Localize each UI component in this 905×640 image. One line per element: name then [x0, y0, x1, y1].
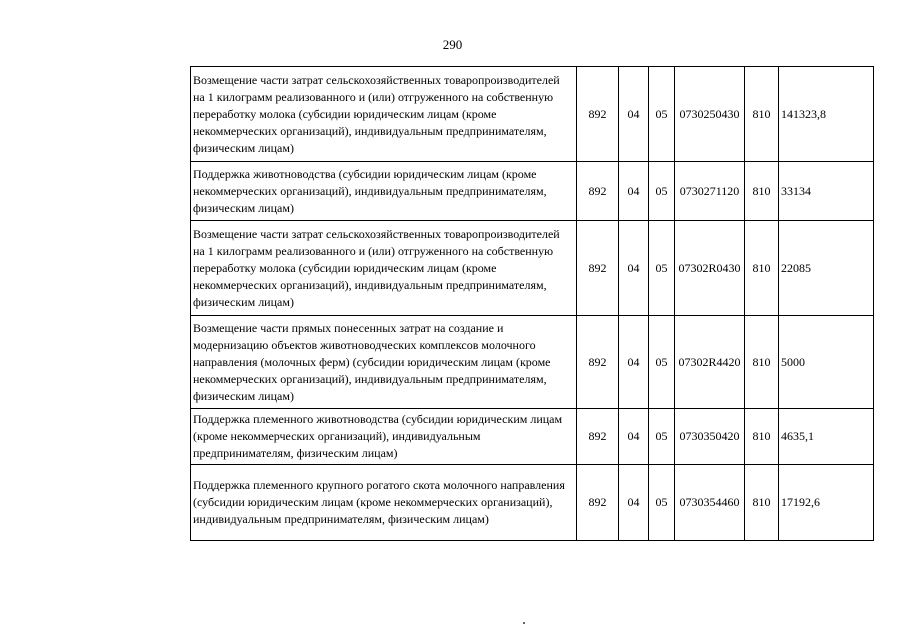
row-description: Поддержка племенного животноводства (субсидии юридическим лицам (кроме некоммерческих организаций), индивидуальным предпринимателям, физическим лицам)	[191, 409, 577, 465]
table-row	[191, 465, 874, 541]
row-section-code: 04	[619, 409, 649, 465]
row-section-code: 04	[619, 162, 649, 221]
row-target-code: 07302R4420	[675, 316, 745, 409]
row-expense-type: 810	[745, 221, 779, 316]
row-ministry-code: 892	[577, 409, 619, 465]
row-subsection-code: 05	[649, 162, 675, 221]
row-target-code: 0730354460	[675, 465, 745, 541]
row-expense-type: 810	[745, 465, 779, 541]
page-number: 290	[442, 37, 463, 52]
row-amount: 17192,6	[779, 465, 874, 541]
row-target-code: 07302R0430	[675, 221, 745, 316]
row-amount: 141323,8	[779, 67, 874, 162]
row-description: Возмещение части затрат сельскохозяйственных товаропроизводителей на 1 килограмм реализованного и (или) отгруженного на собственную переработку молока (субсидии юридическим лицам (кроме некоммерческих организаций), индивидуальным предпринимателям, физическим лицам)	[191, 67, 577, 162]
row-section-code: 04	[619, 465, 649, 541]
row-expense-type: 810	[745, 162, 779, 221]
row-target-code: 0730271120	[675, 162, 745, 221]
row-ministry-code: 892	[577, 162, 619, 221]
table-row	[191, 67, 874, 162]
row-section-code: 04	[619, 316, 649, 409]
row-amount: 4635,1	[779, 409, 874, 465]
row-description: Возмещение части прямых понесенных затрат на создание и модернизацию объектов животноводческих комплексов молочного направления (молочных ферм) (субсидии юридическим лицам (кроме некоммерческих организаций), индивидуальным предпринимателям, физическим лицам)	[191, 316, 577, 409]
row-amount: 22085	[779, 221, 874, 316]
budget-table	[190, 66, 874, 541]
table-row	[191, 409, 874, 465]
row-ministry-code: 892	[577, 67, 619, 162]
row-target-code: 0730250430	[675, 67, 745, 162]
row-description: Поддержка животноводства (субсидии юридическим лицам (кроме некоммерческих организаций), индивидуальным предпринимателям, физическим лицам)	[191, 162, 577, 221]
row-description: Поддержка племенного крупного рогатого скота молочного направления (субсидии юридическим лицам (кроме некоммерческих организаций), индивидуальным предпринимателям, физическим лицам)	[191, 465, 577, 541]
row-section-code: 04	[619, 67, 649, 162]
row-subsection-code: 05	[649, 221, 675, 316]
table-row	[191, 316, 874, 409]
row-section-code: 04	[619, 221, 649, 316]
row-subsection-code: 05	[649, 67, 675, 162]
row-target-code: 0730350420	[675, 409, 745, 465]
row-description: Возмещение части затрат сельскохозяйственных товаропроизводителей на 1 килограмм реализованного и (или) отгруженного на собственную переработку молока (субсидии юридическим лицам (кроме некоммерческих организаций), индивидуальным предпринимателям, физическим лицам)	[191, 221, 577, 316]
row-expense-type: 810	[745, 409, 779, 465]
row-ministry-code: 892	[577, 465, 619, 541]
scan-speck	[523, 622, 525, 624]
table-row	[191, 162, 874, 221]
row-subsection-code: 05	[649, 409, 675, 465]
row-subsection-code: 05	[649, 465, 675, 541]
row-amount: 33134	[779, 162, 874, 221]
row-subsection-code: 05	[649, 316, 675, 409]
row-expense-type: 810	[745, 316, 779, 409]
table-row	[191, 221, 874, 316]
row-ministry-code: 892	[577, 316, 619, 409]
row-ministry-code: 892	[577, 221, 619, 316]
row-amount: 5000	[779, 316, 874, 409]
row-expense-type: 810	[745, 67, 779, 162]
